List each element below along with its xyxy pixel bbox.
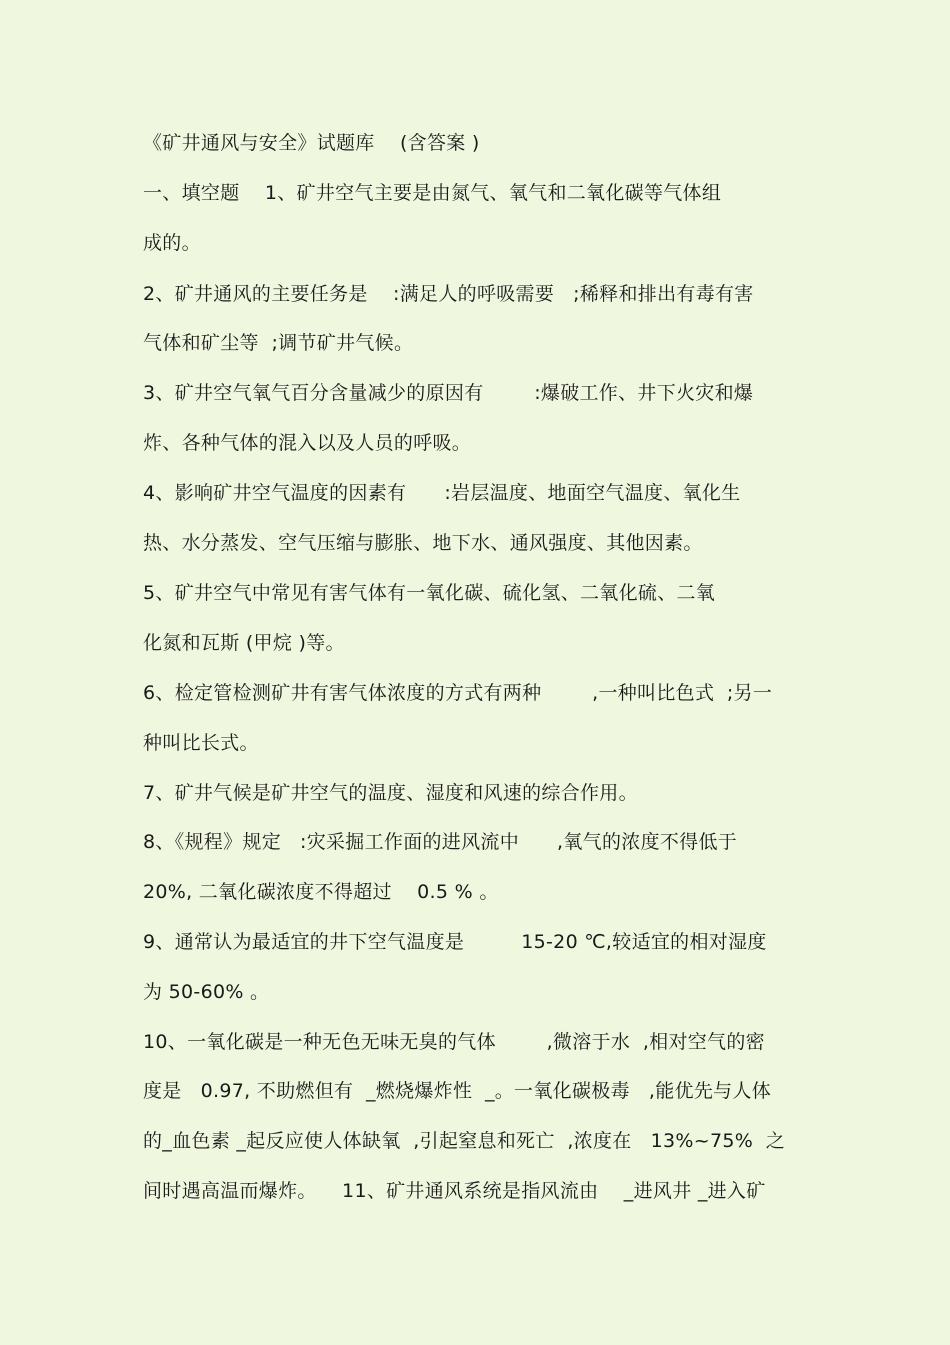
text-line: 种叫比长式。 xyxy=(143,732,259,754)
text-line: 4、影响矿井空气温度的因素有 :岩层温度、地面空气温度、氧化生 xyxy=(143,482,741,504)
text-line: 度是 0.97, 不助燃但有 _燃烧爆炸性 _。一氧化碳极毒 ,能优先与人体 xyxy=(143,1080,772,1102)
text-line: 的_血色素 _起反应使人体缺氧 ,引起窒息和死亡 ,浓度在 13%~75% 之 xyxy=(143,1130,786,1152)
text-line: 3、矿井空气氧气百分含量减少的原因有 :爆破工作、井下火灾和爆 xyxy=(143,382,754,404)
text-line: 炸、各种气体的混入以及人员的呼吸。 xyxy=(143,432,472,454)
text-line: 2、矿井通风的主要任务是 :满足人的呼吸需要 ;稀释和排出有毒有害 xyxy=(143,283,754,305)
text-line: 化氮和瓦斯 (甲烷 )等。 xyxy=(143,632,345,654)
text-line: 10、一氧化碳是一种无色无味无臭的气体 ,微溶于水 ,相对空气的密 xyxy=(143,1031,765,1053)
text-line: 9、通常认为最适宜的井下空气温度是 15-20 ℃,较适宜的相对湿度 xyxy=(143,931,767,953)
document-title: 《矿井通风与安全》试题库 (含答案 ) xyxy=(143,132,480,154)
text-line: 20%, 二氧化碳浓度不得超过 0.5 % 。 xyxy=(143,881,499,903)
text-line: 7、矿井气候是矿井空气的温度、湿度和风速的综合作用。 xyxy=(143,782,638,804)
text-line: 气体和矿尘等 ;调节矿井气候。 xyxy=(143,332,414,354)
text-line: 6、检定管检测矿井有害气体浓度的方式有两种 ,一种叫比色式 ;另一 xyxy=(143,682,773,704)
text-line: 为 50-60% 。 xyxy=(143,981,270,1003)
text-line: 间时遇高温而爆炸。 11、矿井通风系统是指风流由 _进风井 _进入矿 xyxy=(143,1180,766,1202)
text-line: 热、水分蒸发、空气压缩与膨胀、地下水、通风强度、其他因素。 xyxy=(143,532,703,554)
text-line: 成的。 xyxy=(143,232,201,254)
text-line: 一、填空题 1、矿井空气主要是由氮气、氧气和二氧化碳等气体组 xyxy=(143,182,722,204)
text-line: 5、矿井空气中常见有害气体有一氧化碳、硫化氢、二氧化硫、二氧 xyxy=(143,582,716,604)
text-line: 8、《规程》规定 :灾采掘工作面的进风流中 ,氧气的浓度不得低于 xyxy=(143,831,738,853)
